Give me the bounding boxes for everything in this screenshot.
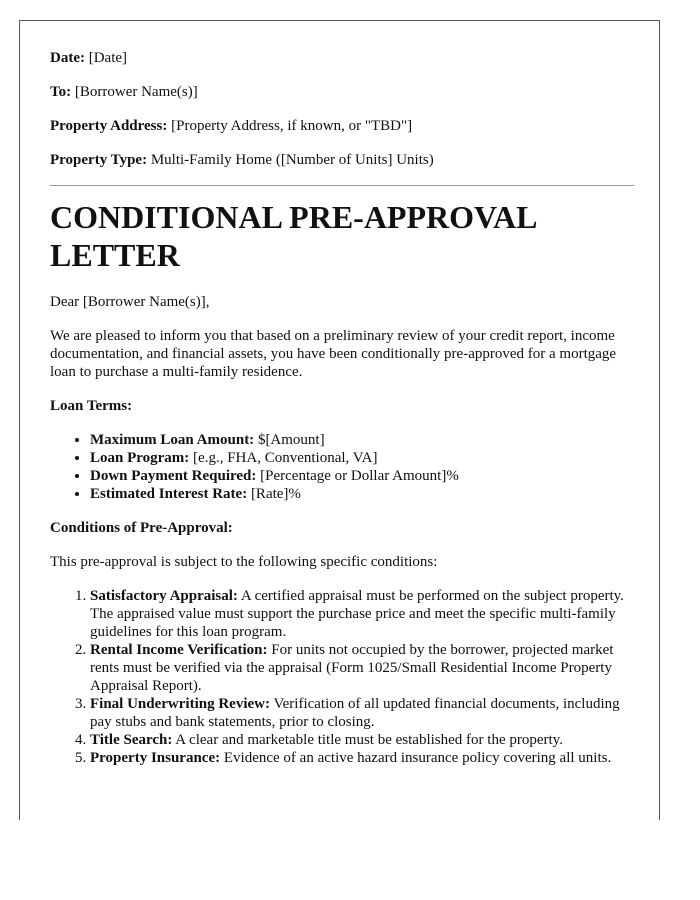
term-value: $[Amount]	[257, 432, 325, 448]
condition-value: A certified appraisal must be performed on the subject property. The appraised value must support the purchase price and meet the specific multi-family guidelines for this loan program.	[90, 588, 624, 640]
list-item	[90, 485, 634, 503]
letter-content	[50, 49, 634, 783]
term-label: Maximum Loan Amount:	[90, 432, 255, 448]
date-value: [Date]	[88, 50, 128, 66]
property-type-line	[50, 151, 634, 169]
to-label: To:	[50, 84, 72, 100]
conditions-heading: Conditions of Pre-Approval:	[50, 520, 233, 536]
condition-label: Rental Income Verification:	[90, 642, 268, 658]
header-divider	[50, 185, 634, 186]
list-item	[90, 731, 634, 749]
property-address-line	[50, 117, 634, 135]
loan-terms-heading: Loan Terms:	[50, 398, 133, 414]
condition-label: Final Underwriting Review:	[90, 696, 270, 712]
condition-value: Evidence of an active hazard insurance policy covering all units.	[223, 750, 612, 766]
term-label: Down Payment Required:	[90, 468, 257, 484]
list-item	[90, 467, 634, 485]
property-address-value: [Property Address, if known, or "TBD"]	[171, 118, 413, 134]
to-value: [Borrower Name(s)]	[74, 84, 198, 100]
date-line	[50, 49, 634, 67]
date-label: Date:	[50, 50, 85, 66]
condition-label: Property Insurance:	[90, 750, 221, 766]
condition-value: Verification of all updated financial documents, including pay stubs and bank statements, prior to closing.	[90, 696, 620, 730]
to-line	[50, 83, 634, 101]
term-value: [Rate]%	[250, 486, 301, 502]
property-type-value: Multi-Family Home ([Number of Units] Units)	[150, 152, 434, 168]
condition-value: For units not occupied by the borrower, projected market rents must be verified via the appraisal (Form 1025/Small Residential Income Property Appraisal Report).	[90, 642, 614, 694]
conditions-list	[50, 587, 634, 767]
conditions-intro: This pre-approval is subject to the following specific conditions:	[50, 554, 438, 570]
property-address-label: Property Address:	[50, 118, 168, 134]
salutation: Dear [Borrower Name(s)],	[50, 294, 210, 310]
term-value: [Percentage or Dollar Amount]%	[260, 468, 459, 484]
property-type-label: Property Type:	[50, 152, 148, 168]
list-item	[90, 587, 634, 641]
loan-terms-list	[50, 431, 634, 503]
intro-paragraph: We are pleased to inform you that based on a preliminary review of your credit report, income documentation, and financial assets, you have been conditionally pre-approved for a mortgage loan to purchase a multi-family residence.	[50, 328, 617, 380]
term-value: [e.g., FHA, Conventional, VA]	[193, 450, 378, 466]
list-item	[90, 749, 634, 767]
letter-title: CONDITIONAL PRE-APPROVAL LETTER	[50, 199, 536, 273]
condition-label: Title Search:	[90, 732, 173, 748]
condition-label: Satisfactory Appraisal:	[90, 588, 238, 604]
term-label: Loan Program:	[90, 450, 190, 466]
letter-page	[19, 20, 660, 820]
list-item	[90, 431, 634, 449]
list-item	[90, 695, 634, 731]
term-label: Estimated Interest Rate:	[90, 486, 248, 502]
list-item	[90, 641, 634, 695]
list-item	[90, 449, 634, 467]
condition-value: A clear and marketable title must be established for the property.	[175, 732, 563, 748]
